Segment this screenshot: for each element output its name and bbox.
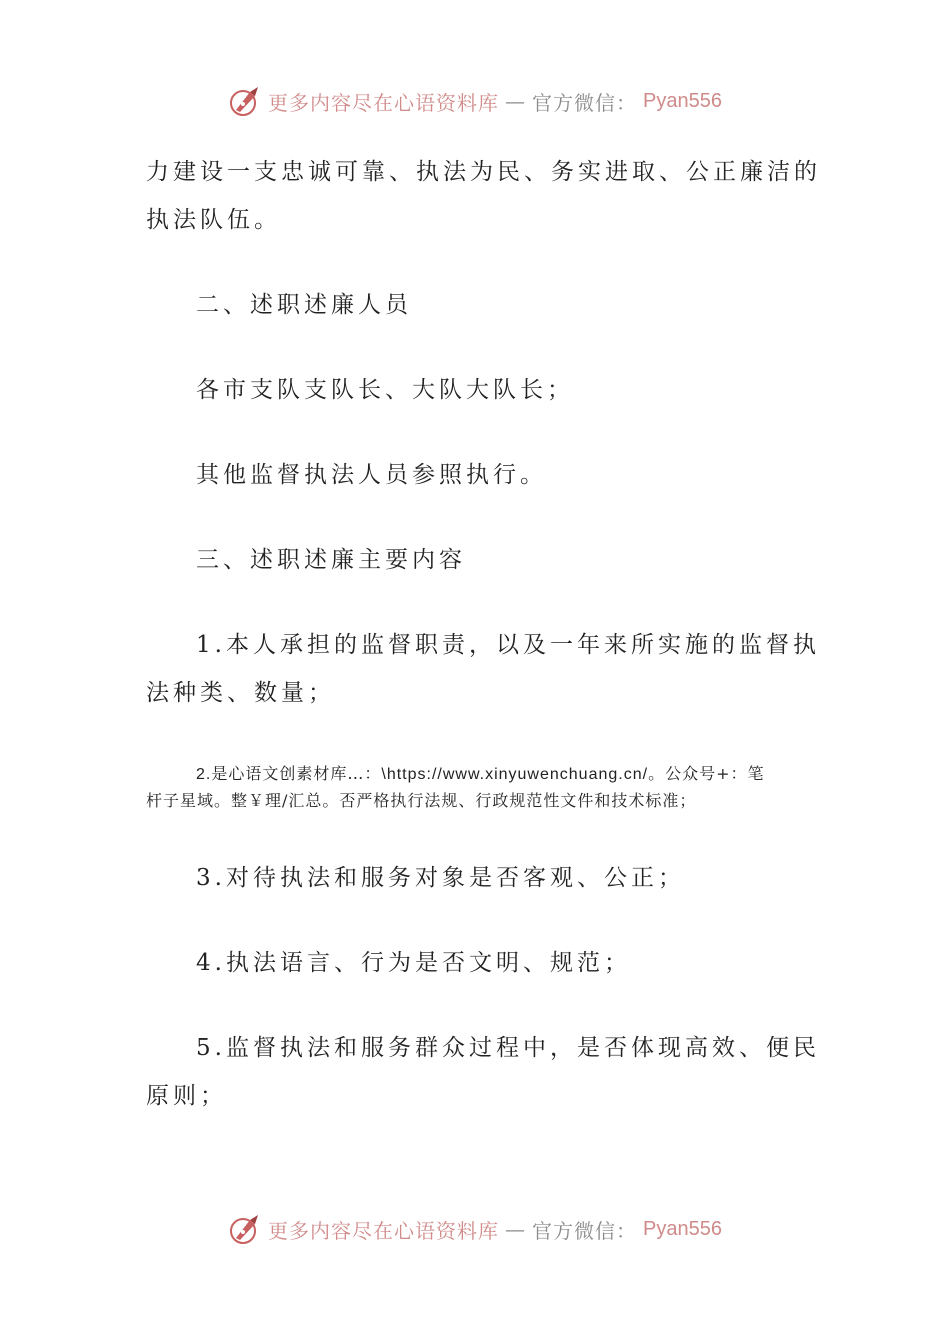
list-item-2-cont: 杆子星域。整￥理/汇总。否严格执行法规、行政规范性文件和技术标准； [146,791,697,810]
section-heading-2: 二、述职述廉人员 [196,292,412,318]
document-body [146,148,821,1120]
banner-dash: — [505,1217,527,1241]
paragraph: 其他监督执法人员参照执行。 [196,462,547,488]
item2-url: \https://www.xinyuwenchuang.cn/ [381,766,649,783]
promo-text: 更多内容尽在心语资料库 [268,1218,500,1243]
banner-dash: — [505,89,527,113]
list-item-5: 5.监督执法和服务群众过程中，是否体现高效、便民 [196,1035,820,1061]
pen-nib-circle-icon [228,84,262,118]
pen-nib-circle-icon [228,1212,262,1246]
footer-banner [0,1212,950,1246]
wechat-id: Pyan556 [643,89,722,112]
official-wechat-label: 官方微信： [532,90,638,115]
list-item-2 [146,761,796,788]
list-item-3: 3.对待执法和服务对象是否客观、公正； [196,865,685,891]
list-item-4: 4.执法语言、行为是否文明、规范； [196,950,631,976]
list-item-1: 1.本人承担的监督职责，以及一年来所实施的监督执 [196,632,820,658]
header-banner [0,84,950,118]
official-wechat-label: 官方微信： [532,1218,638,1243]
item2-source: 心语文创素材库…： [228,764,382,783]
promo-text: 更多内容尽在心语资料库 [268,90,500,115]
paragraph-line: 力建设一支忠诚可靠、执法为民、务实进取、公正廉洁的 [146,159,821,185]
list-item-5-cont: 原则； [146,1083,227,1109]
wechat-id: Pyan556 [643,1217,722,1240]
list-item-1-cont: 法种类、数量； [146,680,335,706]
paragraph-line: 执法队伍。 [146,207,281,233]
item2-account: 。公众号+：笔 [648,764,765,783]
paragraph: 各市支队支队长、大队大队长； [196,377,574,403]
item2-prefix: 2.是 [196,766,229,783]
section-heading-3: 三、述职述廉主要内容 [196,547,466,573]
